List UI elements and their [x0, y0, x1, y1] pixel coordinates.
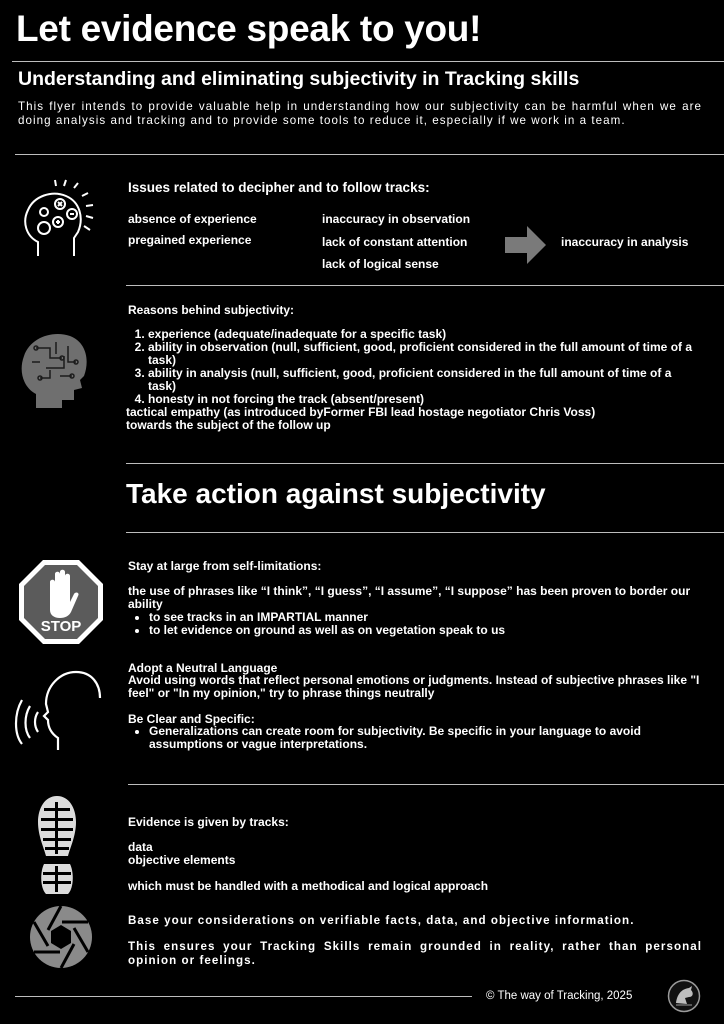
- evidence-item: data: [128, 840, 153, 854]
- stop-label: STOP: [40, 618, 82, 635]
- issue-item: inaccuracy in observation: [322, 212, 471, 226]
- issue-result: inaccuracy in analysis: [561, 235, 689, 249]
- evidence-item: objective elements: [128, 853, 236, 867]
- stay-text: the use of phrases like “I think”, “I guess”, “I assume”, “I suppose” has been proven to border our ability: [128, 584, 691, 611]
- stop-sign-icon: [17, 558, 105, 646]
- divider: [15, 154, 724, 155]
- reasons-list: [128, 328, 702, 406]
- logo-icon: [667, 979, 701, 1013]
- base-text: Base your considerations on verifiable facts, data, and objective information.: [128, 914, 635, 927]
- issue-item: lack of logical sense: [322, 257, 439, 271]
- footprint-icon: [36, 796, 78, 896]
- arrow-right-icon: [505, 226, 547, 264]
- issue-item: pregained experience: [128, 233, 252, 247]
- empathy-text: towards the subject of the follow up: [126, 418, 331, 432]
- base-text: This ensures your Tracking Skills remain grounded in reality, rather than personal opinion or feelings.: [128, 940, 702, 967]
- clear-heading: Be Clear and Specific:: [128, 712, 255, 726]
- page-subtitle: Understanding and eliminating subjectivity in Tracking skills: [18, 68, 580, 90]
- page-title: Let evidence speak to you!: [16, 8, 482, 49]
- divider: [15, 996, 472, 997]
- stay-heading: Stay at large from self-limitations:: [128, 559, 322, 573]
- divider: [12, 61, 724, 62]
- neutral-heading: Adopt a Neutral Language: [128, 661, 278, 675]
- intro-text: This flyer intends to provide valuable help in understanding how our subjectivity can be harmful when we are doing analysis and tracking and to provide some tools to reduce it, especially if we work in a team.: [18, 100, 702, 127]
- list-item: • Generalizations can create room for subjectivity. Be specific in your language to avoid assumptions or vague interpretations.: [149, 725, 702, 751]
- list-item: • to see tracks in an IMPARTIAL manner: [149, 611, 702, 624]
- speaking-head-icon: [12, 664, 102, 754]
- reasons-heading: Reasons behind subjectivity:: [128, 303, 295, 317]
- divider: [126, 532, 724, 533]
- issue-item: lack of constant attention: [322, 235, 468, 249]
- divider: [126, 463, 724, 464]
- action-heading: Take action against subjectivity: [126, 478, 546, 509]
- issues-heading: Issues related to decipher and to follow tracks:: [128, 180, 430, 195]
- brain-gears-icon: [16, 176, 102, 262]
- list-item: 2. ability in observation (null, sufficient, good, proficient considered in the full amount of time of a task): [148, 341, 702, 367]
- issue-item: absence of experience: [128, 212, 257, 226]
- list-item: 4. honesty in not forcing the track (absent/present): [148, 393, 702, 406]
- list-item: 1. experience (adequate/inadequate for a specific task): [148, 328, 702, 341]
- divider: [126, 285, 724, 286]
- evidence-heading: Evidence is given by tracks:: [128, 815, 289, 829]
- neutral-text: Avoid using words that reflect personal emotions or judgments. Instead of subjective phrases like "I feel" or "In my opinion," try to phrase things neutrally: [128, 673, 700, 700]
- clear-bullets: [128, 725, 702, 751]
- divider: [128, 784, 724, 785]
- empathy-text: tactical empathy (as introduced byFormer FBI lead hostage negotiator Chris Voss): [126, 405, 596, 419]
- aperture-icon: [28, 904, 94, 970]
- list-item: • to let evidence on ground as well as on vegetation speak to us: [149, 624, 702, 637]
- head-circuit-icon: [16, 328, 90, 410]
- stay-bullets: [128, 611, 702, 637]
- list-item: 3. ability in analysis (null, sufficient, good, proficient considered in the full amount of time of a task): [148, 367, 702, 393]
- evidence-text: which must be handled with a methodical and logical approach: [128, 879, 489, 893]
- copyright: © The way of Tracking, 2025: [486, 990, 633, 1002]
